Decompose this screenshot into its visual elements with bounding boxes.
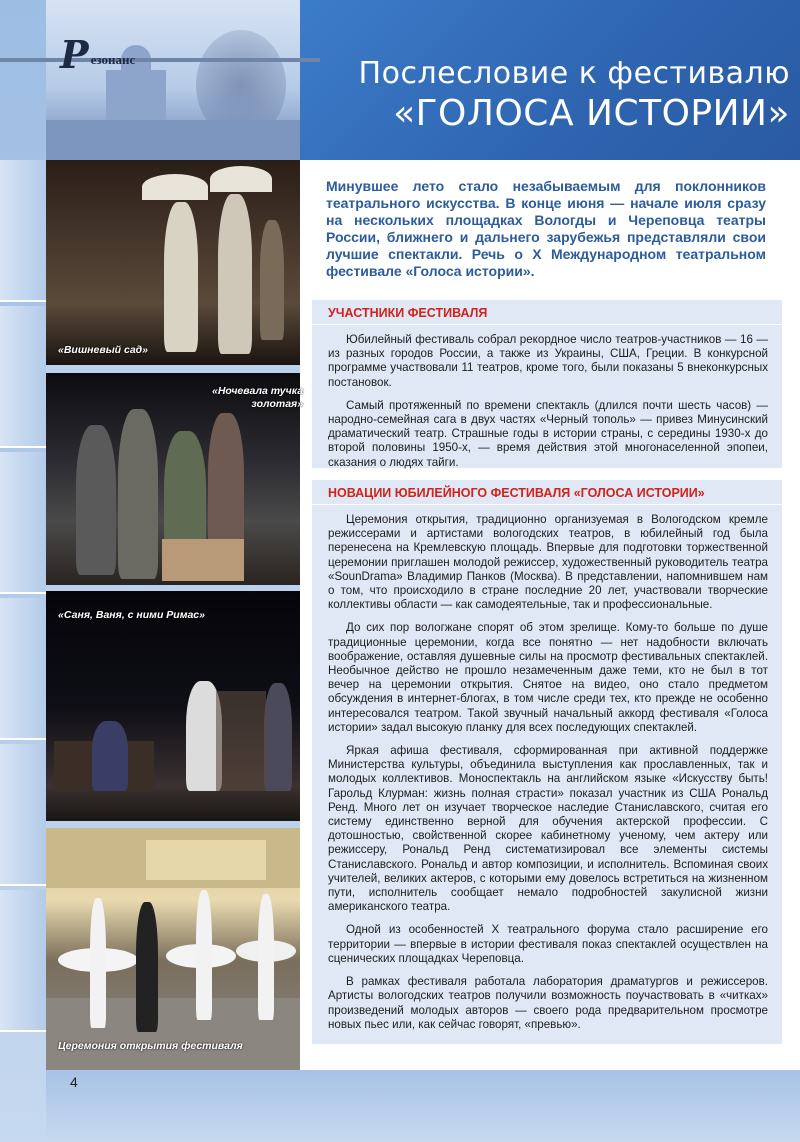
paragraph: Юбилейный фестиваль собрал рекордное число театров-участников — 16 — из разных городов России, а также из Украины, США, Греции. В конкурсной программе участвовали 11 театров, кроме того, были показаны 5 внеконкурсных постановок. <box>328 333 768 389</box>
rubric-word: езонанс <box>90 52 136 67</box>
actor-figure <box>260 220 284 340</box>
title-line-1: Послесловие к фестивалю <box>358 56 790 91</box>
strip-tab <box>0 306 46 448</box>
section-participants <box>312 300 782 468</box>
left-decorative-strip <box>0 0 46 1142</box>
actor-figure <box>118 409 158 579</box>
strip-tab <box>0 598 46 740</box>
section-innovations <box>312 480 782 1044</box>
scenery-prop <box>216 691 266 791</box>
paragraph: Одной из особенностей X театрального форума стало расширение его территории — впервые в истории фестиваля показ спектаклей осуществлен на сценических площадках Череповца. <box>328 923 768 965</box>
caption-line: золотая» <box>251 398 304 410</box>
rubric-logo <box>60 32 136 77</box>
actor-figure <box>264 683 292 791</box>
title-line-2: «ГОЛОСА ИСТОРИИ» <box>393 93 790 134</box>
caption-line: «Ночевала тучка <box>212 385 304 397</box>
strip-tab <box>0 160 46 302</box>
section-heading: УЧАСТНИКИ ФЕСТИВАЛЯ <box>312 300 782 325</box>
wooden-crate <box>162 539 244 581</box>
building-balcony <box>146 840 266 880</box>
kremlin-wall <box>46 120 300 160</box>
strip-tab <box>0 744 46 886</box>
photo-caption: «Саня, Ваня, с ними Римас» <box>58 609 205 621</box>
article-title <box>310 56 790 136</box>
section-heading: НОВАЦИИ ЮБИЛЕЙНОГО ФЕСТИВАЛЯ «ГОЛОСА ИСТОРИИ» <box>312 480 782 505</box>
photo-caption <box>212 385 303 411</box>
dancer-figure <box>258 894 274 1020</box>
paragraph: До сих пор вологжане спорят об этом зрелище. Кому-то больше по душе традиционные церемонии, когда все понятно — нет надобности включать воображение, оставляя душевные силы на просмотр фестивальных спектаклей. Необычное действо не прошло незамеченным даже теми, кто не был в тот вечер на церемонии открытия. Снятое на видео, оно стало предметом обсуждения в интернет-блогах, в том числе среди тех, кто прежде не особенно интересовался театром. Такой звучный начальный аккорд фестиваля «Голоса истории» задал высокую планку для всех последующих спектаклей. <box>328 621 768 734</box>
lead-paragraph: Минувшее лето стало незабываемым для поклонников театрального искусства. В конце июня — начале июля сразу на нескольких площадках Вологды и Череповца театры России, ближнего и дальнего зарубежья представляли свои лучшие спектакли. Речь о X Международном театральном фестивале «Голоса истории». <box>326 178 766 279</box>
strip-tab <box>0 890 46 1032</box>
dancer-figure <box>90 898 106 1028</box>
actor-figure <box>92 721 128 791</box>
umbrella-shape <box>142 174 208 200</box>
paragraph: Церемония открытия, традиционно организуемая в Вологодском кремле режиссерами и артистами вологодских театров, в юбилейный год была перенесена на Кремлевскую площадь. Впервые для подготовки торжественной церемонии приглашен молодой режиссер, художественный руководитель театра «SounDrama» Владимир Панков (Москва). В представлении, напомнившем нам о том, что происходило в стране последние 20 лет, участвовали творческие коллективы области — как самодеятельные, так и профессиональные. <box>328 513 768 612</box>
photo-opening-ceremony <box>46 828 300 1070</box>
paragraph: Яркая афиша фестиваля, сформированная при активной поддержке Министерства культуры, объединила выступления как прославленных, так и молодых коллективов. Моноспектакль на английском языке «Искусству быть! Гарольд Клурман: жизнь полная страсти» показал участник из США Рональд Ренд. Много лет он изучает творческое наследие Станиславского, считая его систему единственно верной для обучения актерской профессии. С дотошностью, свойственной скорее кабинетному ученому, чем актеру или режиссеру, Рональд Ренд систематизировал все элементы системы Станиславского. Рональд и автор композиции, и исполнитель. Вспоминая своих учителей, великих актеров, с которыми ему довелось встретиться на жизненном пути, исполнитель сообщает немало подробностей закулисной жизни американского театра. <box>328 744 768 914</box>
actor-figure <box>218 194 252 354</box>
strip-tab <box>0 452 46 594</box>
rubric-underline <box>0 58 320 62</box>
photo-sanya-vanya <box>46 591 300 821</box>
paragraph: В рамках фестиваля работала лаборатория драматургов и режиссеров. Артисты вологодских театров получили возможность поучаствовать в «читках» произведений молодых авторов — своего рода предварительном просмотре новых пьес или, как сейчас говорят, «превью». <box>328 975 768 1031</box>
rubric-initial: Р <box>60 32 89 77</box>
photo-cherry-orchard <box>46 160 300 365</box>
photo-caption: Церемония открытия фестиваля <box>58 1040 243 1052</box>
paragraph: Самый протяженный по времени спектакль (длился почти шесть часов) — народно-семейная сага в двух частях «Черный тополь» — привез Минусинский драматический театр. Страшные годы в истории страны, с середины 1930-х до второй половины 1950-х, — время действия этой многонаселенной эпопеи, сказания о людях тайги. <box>328 398 768 469</box>
header-church-photo <box>46 0 300 160</box>
photo-caption: «Вишневый сад» <box>58 344 149 356</box>
actor-figure <box>76 425 116 575</box>
page-footer <box>46 1070 800 1142</box>
actor-figure <box>164 202 198 352</box>
page-number: 4 <box>70 1074 78 1090</box>
dancer-figure <box>136 902 158 1032</box>
umbrella-shape <box>210 166 272 192</box>
dancer-figure <box>196 890 212 1020</box>
